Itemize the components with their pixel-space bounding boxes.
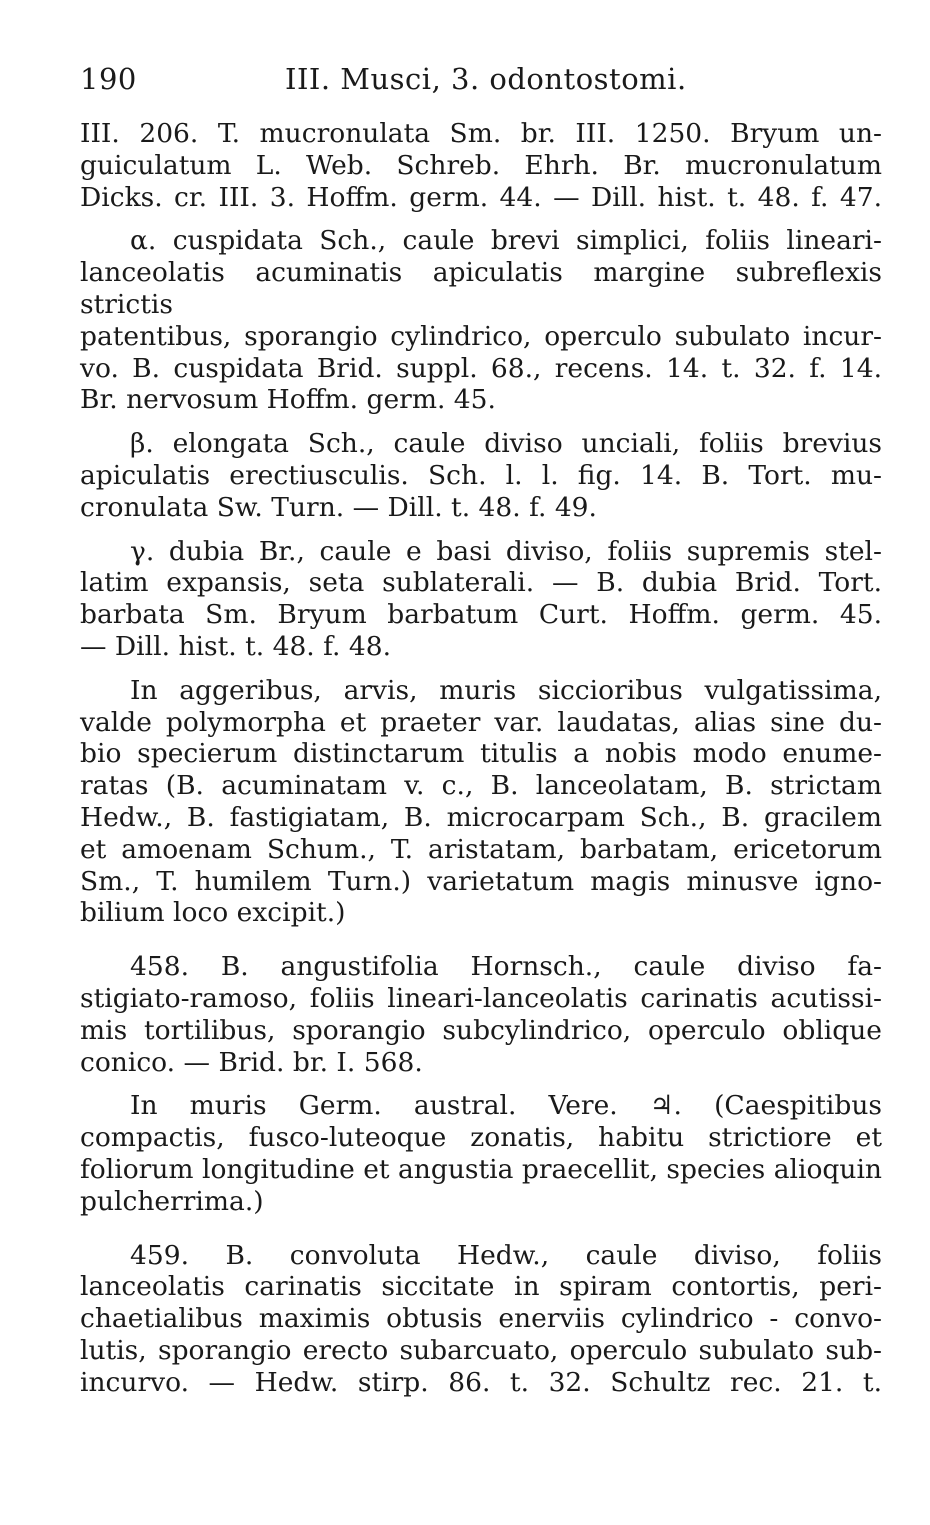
line-21: et amoenam Schum., T. aristatam, barbatam, ericetorum	[80, 833, 882, 865]
page-body	[80, 118, 882, 1398]
line-23: bilium loco excipit.)	[80, 897, 346, 929]
line-5: lanceolatis acuminatis apiculatis margine subreflexis strictis	[80, 257, 882, 320]
line-31: pulcherrima.)	[80, 1185, 264, 1217]
line-1: III. 206. T. mucronulata Sm. br. III. 1250. Bryum un-	[80, 118, 882, 149]
line-18: bio specierum distinctarum titulis a nobis modo enume-	[80, 738, 882, 770]
line-36: incurvo. — Hedw. stirp. 86. t. 32. Schultz rec. 21. t.	[80, 1366, 882, 1398]
line-25: stigiato-ramoso, foliis lineari-lanceolatis carinatis acutissi-	[80, 982, 882, 1014]
line-26: mis tortilibus, sporangio subcylindrico, operculo oblique	[80, 1014, 882, 1046]
line-6: patentibus, sporangio cylindrico, operculo subulato incur-	[80, 320, 882, 352]
line-13: latim expansis, seta sublaterali. — B. dubia Brid. Tort.	[80, 567, 882, 599]
line-8: Br. nervosum Hoffm. germ. 45.	[80, 384, 496, 416]
line-15: — Dill. hist. t. 48. f. 48.	[80, 630, 391, 662]
line-12: γ. dubia Br., caule e basi diviso, foliis supremis stel-	[130, 535, 882, 567]
line-17: valde polymorpha et praeter var. laudatas, alias sine du-	[80, 706, 882, 738]
page-number: 190	[80, 62, 137, 96]
line-29: compactis, fusco-luteoque zonatis, habitu strictiore et	[80, 1122, 882, 1154]
line-10: apiculatis erectiusculis. Sch. l. l. fig. 14. B. Tort. mu-	[80, 459, 882, 491]
line-33: lanceolatis carinatis siccitate in spiram contortis, peri-	[80, 1271, 882, 1303]
line-11: cronulata Sw. Turn. — Dill. t. 48. f. 49.	[80, 491, 597, 523]
line-30: foliorum longitudine et angustia praecellit, species alioquin	[80, 1153, 882, 1185]
line-32: 459. B. convoluta Hedw., caule diviso, foliis	[130, 1239, 882, 1271]
line-14: barbata Sm. Bryum barbatum Curt. Hoffm. germ. 45.	[80, 599, 882, 631]
line-9: β. elongata Sch., caule diviso unciali, foliis brevius	[130, 428, 882, 460]
line-34: chaetialibus maximis obtusis enerviis cylindrico - convo-	[80, 1303, 882, 1335]
line-35: lutis, sporangio erecto subarcuato, operculo subulato sub-	[80, 1334, 882, 1366]
line-28: In muris Germ. austral. Vere. ♃. (Caespitibus	[130, 1090, 882, 1122]
line-27: conico. — Brid. br. I. 568.	[80, 1046, 423, 1078]
line-4: α. cuspidata Sch., caule brevi simplici, foliis lineari-	[130, 225, 882, 257]
line-24: 458. B. angustifolia Hornsch., caule diviso fa-	[130, 951, 882, 983]
running-head: III. Musci, 3. odontostomi.	[285, 62, 687, 96]
line-20: Hedw., B. fastigiatam, B. microcarpam Sch., B. gracilem	[80, 801, 882, 833]
line-22: Sm., T. humilem Turn.) varietatum magis minusve igno-	[80, 865, 882, 897]
line-7: vo. B. cuspidata Brid. suppl. 68., recens. 14. t. 32. f. 14.	[80, 352, 882, 384]
line-16: In aggeribus, arvis, muris siccioribus vulgatissima,	[130, 674, 882, 706]
line-19: ratas (B. acuminatam v. c., B. lanceolatam, B. strictam	[80, 770, 882, 802]
line-2: guiculatum L. Web. Schreb. Ehrh. Br. mucronulatum	[80, 149, 882, 181]
page-header	[80, 62, 880, 102]
line-3: Dicks. cr. III. 3. Hoffm. germ. 44. — Dill. hist. t. 48. f. 47.	[80, 181, 882, 213]
